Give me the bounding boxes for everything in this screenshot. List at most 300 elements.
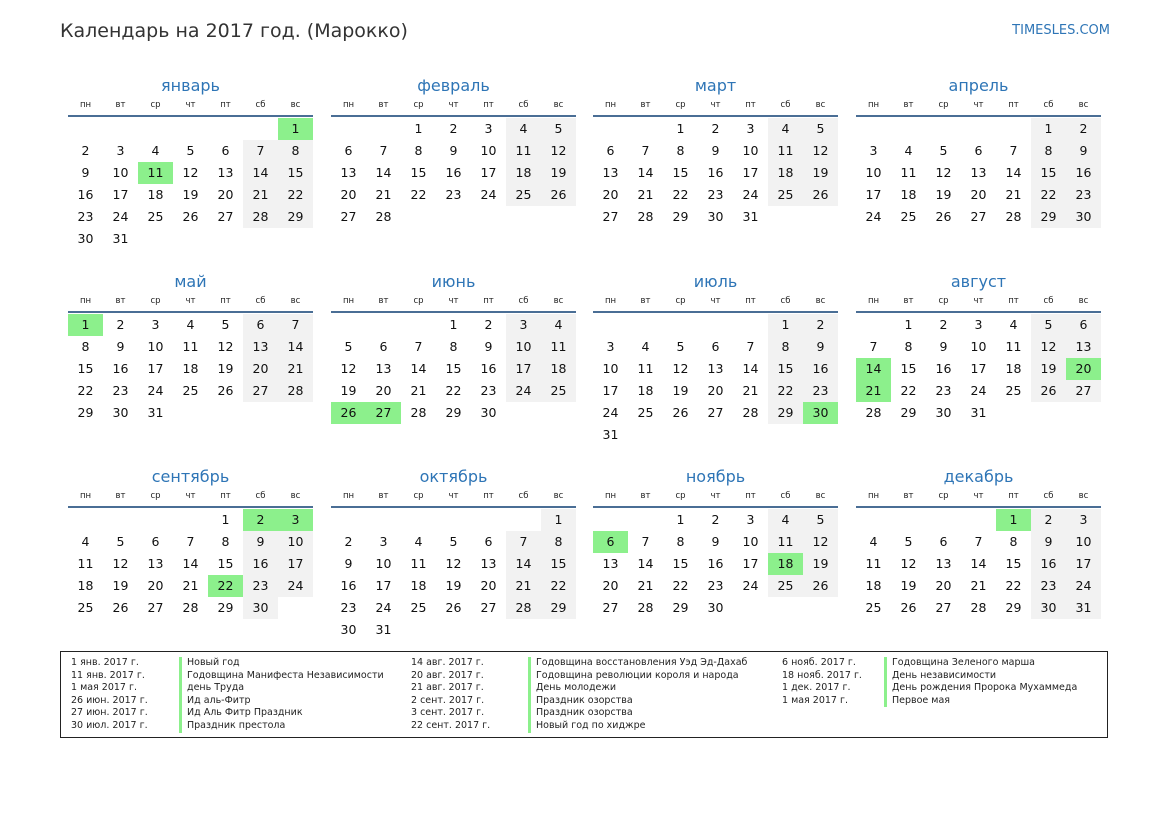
day-cell: 17: [278, 553, 313, 575]
day-grid: [68, 118, 313, 250]
empty-cell: [68, 509, 103, 531]
day-cell: 4: [414, 534, 423, 549]
empty-cell: [593, 118, 628, 140]
weekday-header: [68, 490, 313, 508]
empty-cell: [541, 206, 576, 228]
day-cell: 8: [221, 534, 230, 549]
holiday-name: Годовщина Зеленого марша: [884, 657, 1035, 670]
holiday-name: Праздник престола: [179, 720, 285, 733]
day-grid: [856, 509, 1101, 619]
weekday-label: вт: [115, 296, 126, 306]
empty-cell: [401, 206, 436, 228]
day-cell: 16: [1031, 553, 1066, 575]
day-cell: 30: [707, 209, 724, 224]
legend-row: [71, 670, 384, 683]
day-cell: 22: [77, 383, 94, 398]
day-cell: 27: [935, 600, 952, 615]
weekday-label: вт: [903, 491, 914, 501]
day-cell: 30: [340, 622, 357, 637]
day-cell: 17: [1066, 553, 1101, 575]
weekday-label: сб: [780, 100, 791, 110]
day-cell: 28: [410, 405, 427, 420]
holiday-name: Ид Аль Фитр Праздник: [179, 707, 303, 720]
day-cell: 8: [1031, 140, 1066, 162]
day-cell: 15: [541, 553, 576, 575]
day-cell: 31: [602, 427, 619, 442]
day-cell: 7: [641, 143, 650, 158]
day-cell: 5: [221, 317, 230, 332]
day-grid: [856, 314, 1101, 424]
day-grid: [68, 509, 313, 619]
day-cell: 23: [1031, 575, 1066, 597]
legend-row: [411, 720, 747, 733]
day-cell: 5: [904, 534, 913, 549]
day-cell: 26: [445, 600, 462, 615]
weekday-label: пт: [745, 491, 756, 501]
empty-cell: [733, 424, 768, 446]
weekday-label: вс: [815, 100, 826, 110]
day-cell: 14: [410, 361, 427, 376]
empty-cell: [698, 424, 733, 446]
day-cell: 23: [445, 187, 462, 202]
day-cell: 12: [445, 556, 462, 571]
day-cell: 7: [243, 140, 278, 162]
day-cell: 7: [278, 314, 313, 336]
day-cell: 21: [970, 578, 987, 593]
day-cell: 18: [900, 187, 917, 202]
day-cell: 14: [637, 556, 654, 571]
weekday-label: пт: [745, 100, 756, 110]
day-cell: 28: [182, 600, 199, 615]
day-cell: 22: [1005, 578, 1022, 593]
month-name: июнь: [431, 272, 476, 291]
day-cell: 2: [81, 143, 90, 158]
day-cell: 21: [182, 578, 199, 593]
day-cell: 13: [935, 556, 952, 571]
day-cell: 20: [1066, 358, 1101, 380]
day-cell: 16: [707, 165, 724, 180]
day-cell: 11: [768, 140, 803, 162]
day-cell: 4: [641, 339, 650, 354]
empty-cell: [173, 509, 208, 531]
day-cell: 1: [278, 118, 313, 140]
weekday-label: пт: [1008, 100, 1019, 110]
day-cell: 24: [865, 209, 882, 224]
empty-cell: [506, 619, 541, 641]
empty-cell: [366, 509, 401, 531]
legend-column: [782, 657, 1077, 707]
holiday-date: 3 сент. 2017 г.: [411, 707, 485, 719]
day-cell: 28: [278, 380, 313, 402]
day-cell: 5: [186, 143, 195, 158]
month-4: [856, 75, 1101, 228]
day-cell: 23: [707, 578, 724, 593]
weekday-label: пн: [604, 296, 617, 306]
day-cell: 8: [676, 143, 685, 158]
day-cell: 2: [449, 121, 458, 136]
weekday-label: пт: [220, 296, 231, 306]
legend-row: [411, 695, 747, 708]
day-cell: 31: [970, 405, 987, 420]
day-cell: 26: [331, 402, 366, 424]
day-cell: 20: [707, 383, 724, 398]
empty-cell: [891, 118, 926, 140]
day-cell: 13: [340, 165, 357, 180]
empty-cell: [856, 118, 891, 140]
day-cell: 13: [970, 165, 987, 180]
weekday-label: пт: [220, 491, 231, 501]
empty-cell: [138, 118, 173, 140]
day-cell: 25: [1005, 383, 1022, 398]
day-cell: 28: [375, 209, 392, 224]
month-name: декабрь: [943, 467, 1014, 486]
day-cell: 18: [147, 187, 164, 202]
empty-cell: [471, 619, 506, 641]
day-cell: 31: [1066, 597, 1101, 619]
day-cell: 19: [803, 162, 838, 184]
day-cell: 6: [243, 314, 278, 336]
holiday-name: день Труда: [179, 682, 244, 695]
weekday-label: пн: [604, 100, 617, 110]
day-cell: 19: [803, 553, 838, 575]
weekday-label: вс: [290, 100, 301, 110]
empty-cell: [768, 424, 803, 446]
day-cell: 24: [278, 575, 313, 597]
month-name: февраль: [417, 76, 490, 95]
day-cell: 15: [672, 556, 689, 571]
weekday-label: ср: [675, 296, 686, 306]
day-cell: 25: [768, 184, 803, 206]
empty-cell: [173, 118, 208, 140]
holiday-name: День рождения Пророка Мухаммеда: [884, 682, 1077, 695]
day-cell: 6: [606, 143, 615, 158]
weekday-header: [856, 99, 1101, 117]
weekday-label: вт: [378, 100, 389, 110]
day-cell: 12: [803, 140, 838, 162]
empty-cell: [401, 509, 436, 531]
day-cell: 4: [768, 509, 803, 531]
day-cell: 17: [602, 383, 619, 398]
empty-cell: [436, 206, 471, 228]
holiday-date: 2 сент. 2017 г.: [411, 694, 485, 706]
day-cell: 15: [278, 162, 313, 184]
day-cell: 25: [768, 575, 803, 597]
day-cell: 21: [1005, 187, 1022, 202]
day-cell: 3: [116, 143, 125, 158]
day-cell: 29: [1031, 206, 1066, 228]
empty-cell: [593, 314, 628, 336]
weekday-label: ср: [675, 491, 686, 501]
day-cell: 20: [375, 383, 392, 398]
holiday-name: Новый год по хиджре: [528, 720, 645, 733]
holiday-date: 20 авг. 2017 г.: [411, 669, 484, 681]
day-cell: 7: [1009, 143, 1018, 158]
legend-row: [71, 682, 384, 695]
weekday-label: сб: [255, 100, 266, 110]
day-cell: 30: [707, 600, 724, 615]
day-grid: [331, 118, 576, 228]
day-cell: 18: [865, 578, 882, 593]
day-cell: 21: [278, 358, 313, 380]
legend-row: [782, 682, 1077, 695]
empty-cell: [628, 118, 663, 140]
day-cell: 4: [81, 534, 90, 549]
day-cell: 25: [147, 209, 164, 224]
empty-cell: [926, 509, 961, 531]
day-cell: 12: [217, 339, 234, 354]
empty-cell: [891, 509, 926, 531]
day-cell: 4: [186, 317, 195, 332]
day-cell: 7: [974, 534, 983, 549]
weekday-label: сб: [1043, 100, 1054, 110]
day-cell: 29: [278, 206, 313, 228]
day-cell: 24: [480, 187, 497, 202]
day-cell: 29: [1005, 600, 1022, 615]
holiday-date: 14 авг. 2017 г.: [411, 657, 484, 668]
weekday-label: вс: [290, 491, 301, 501]
weekday-label: вс: [553, 491, 564, 501]
day-cell: 3: [506, 314, 541, 336]
day-cell: 18: [506, 162, 541, 184]
day-cell: 6: [484, 534, 493, 549]
day-cell: 22: [768, 380, 803, 402]
day-cell: 7: [506, 531, 541, 553]
day-cell: 18: [541, 358, 576, 380]
day-cell: 25: [506, 184, 541, 206]
day-cell: 19: [935, 187, 952, 202]
day-cell: 11: [77, 556, 94, 571]
day-cell: 27: [970, 209, 987, 224]
weekday-label: ср: [413, 100, 424, 110]
empty-cell: [856, 314, 891, 336]
weekday-label: сб: [518, 100, 529, 110]
day-cell: 9: [711, 143, 720, 158]
day-cell: 31: [147, 405, 164, 420]
day-cell: 13: [375, 361, 392, 376]
day-cell: 21: [506, 575, 541, 597]
day-cell: 27: [217, 209, 234, 224]
weekday-label: вт: [378, 491, 389, 501]
holiday-name: Праздник озорства: [528, 695, 633, 708]
legend-column: [411, 657, 747, 733]
site-link[interactable]: TIMESLES.COM: [1012, 23, 1110, 38]
weekday-label: вт: [903, 296, 914, 306]
empty-cell: [803, 206, 838, 228]
day-cell: 25: [865, 600, 882, 615]
holiday-date: 30 июл. 2017 г.: [71, 719, 148, 731]
day-cell: 10: [602, 361, 619, 376]
day-cell: 16: [243, 553, 278, 575]
day-cell: 3: [869, 143, 878, 158]
day-cell: 9: [243, 531, 278, 553]
day-cell: 13: [147, 556, 164, 571]
weekday-label: чт: [185, 296, 196, 306]
month-name: август: [950, 272, 1007, 291]
day-cell: 28: [506, 597, 541, 619]
weekday-label: пн: [342, 296, 355, 306]
day-cell: 9: [484, 339, 493, 354]
empty-cell: [506, 206, 541, 228]
day-cell: 21: [637, 187, 654, 202]
day-cell: 12: [1031, 336, 1066, 358]
day-cell: 24: [602, 405, 619, 420]
day-cell: 30: [480, 405, 497, 420]
day-cell: 21: [410, 383, 427, 398]
day-cell: 17: [112, 187, 129, 202]
holiday-date: 21 авг. 2017 г.: [411, 682, 484, 694]
day-cell: 14: [970, 556, 987, 571]
month-name: ноябрь: [685, 467, 746, 486]
day-cell: 15: [217, 556, 234, 571]
weekday-label: чт: [448, 296, 459, 306]
day-cell: 1: [676, 121, 685, 136]
weekday-label: пт: [745, 296, 756, 306]
day-cell: 2: [116, 317, 125, 332]
day-cell: 19: [217, 361, 234, 376]
month-7: [593, 271, 838, 446]
day-cell: 3: [379, 534, 388, 549]
empty-cell: [961, 509, 996, 531]
day-cell: 6: [151, 534, 160, 549]
day-cell: 15: [900, 361, 917, 376]
day-cell: 29: [672, 209, 689, 224]
weekday-header: [593, 99, 838, 117]
month-name: май: [174, 272, 207, 291]
day-cell: 3: [606, 339, 615, 354]
holiday-date: 22 сент. 2017 г.: [411, 719, 491, 731]
day-cell: 11: [637, 361, 654, 376]
day-cell: 1: [1031, 118, 1066, 140]
day-cell: 29: [77, 405, 94, 420]
empty-cell: [593, 509, 628, 531]
empty-cell: [471, 509, 506, 531]
weekday-label: вт: [640, 100, 651, 110]
day-cell: 25: [410, 600, 427, 615]
day-cell: 15: [445, 361, 462, 376]
day-cell: 29: [445, 405, 462, 420]
empty-cell: [733, 314, 768, 336]
weekday-label: чт: [710, 491, 721, 501]
holiday-date: 1 мая 2017 г.: [71, 682, 137, 694]
weekday-label: пн: [867, 296, 880, 306]
day-cell: 6: [974, 143, 983, 158]
day-cell: 27: [366, 402, 401, 424]
day-cell: 17: [970, 361, 987, 376]
empty-cell: [803, 597, 838, 619]
weekday-label: сб: [518, 296, 529, 306]
day-cell: 19: [672, 383, 689, 398]
weekday-label: сб: [780, 491, 791, 501]
day-cell: 10: [147, 339, 164, 354]
empty-cell: [208, 228, 243, 250]
day-cell: 26: [1031, 380, 1066, 402]
weekday-label: ср: [938, 100, 949, 110]
day-cell: 30: [243, 597, 278, 619]
weekday-label: ср: [150, 296, 161, 306]
day-cell: 15: [1031, 162, 1066, 184]
day-grid: [856, 118, 1101, 228]
day-cell: 20: [602, 578, 619, 593]
weekday-header: [331, 490, 576, 508]
day-cell: 27: [340, 209, 357, 224]
empty-cell: [208, 118, 243, 140]
weekday-label: чт: [448, 100, 459, 110]
weekday-label: чт: [185, 491, 196, 501]
legend-column: [71, 657, 384, 733]
day-cell: 3: [746, 512, 755, 527]
day-cell: 27: [147, 600, 164, 615]
empty-cell: [663, 424, 698, 446]
day-cell: 20: [602, 187, 619, 202]
empty-cell: [401, 314, 436, 336]
empty-cell: [628, 314, 663, 336]
empty-cell: [366, 314, 401, 336]
weekday-label: сб: [780, 296, 791, 306]
legend-row: [782, 695, 1077, 708]
day-cell: 24: [742, 187, 759, 202]
day-cell: 1: [414, 121, 423, 136]
day-cell: 7: [869, 339, 878, 354]
empty-cell: [173, 228, 208, 250]
holiday-name: Годовщина революции короля и народа: [528, 670, 739, 683]
day-cell: 17: [375, 578, 392, 593]
day-cell: 5: [803, 509, 838, 531]
month-1: [68, 75, 313, 250]
day-cell: 29: [217, 600, 234, 615]
day-cell: 5: [803, 118, 838, 140]
month-name: март: [694, 76, 737, 95]
day-cell: 20: [970, 187, 987, 202]
empty-cell: [278, 402, 313, 424]
day-cell: 28: [865, 405, 882, 420]
day-cell: 12: [935, 165, 952, 180]
day-cell: 30: [1066, 206, 1101, 228]
weekday-label: ср: [675, 100, 686, 110]
empty-cell: [103, 118, 138, 140]
day-cell: 29: [541, 597, 576, 619]
month-name: январь: [161, 76, 220, 95]
day-cell: 9: [344, 556, 353, 571]
weekday-label: пн: [604, 491, 617, 501]
empty-cell: [331, 118, 366, 140]
weekday-header: [856, 295, 1101, 313]
day-cell: 22: [541, 575, 576, 597]
weekday-label: пн: [79, 100, 92, 110]
day-cell: 23: [935, 383, 952, 398]
day-cell: 30: [1031, 597, 1066, 619]
legend-row: [71, 695, 384, 708]
day-cell: 4: [506, 118, 541, 140]
day-cell: 2: [344, 534, 353, 549]
day-grid: [68, 314, 313, 424]
day-cell: 25: [637, 405, 654, 420]
day-cell: 18: [768, 162, 803, 184]
day-cell: 19: [1031, 358, 1066, 380]
weekday-label: пн: [79, 491, 92, 501]
day-cell: 2: [484, 317, 493, 332]
day-cell: 22: [672, 187, 689, 202]
day-cell: 1: [68, 314, 103, 336]
day-cell: 2: [939, 317, 948, 332]
day-cell: 21: [856, 380, 891, 402]
day-cell: 1: [541, 509, 576, 531]
day-cell: 7: [746, 339, 755, 354]
day-cell: 8: [904, 339, 913, 354]
day-cell: 27: [243, 380, 278, 402]
holiday-date: 6 нояб. 2017 г.: [782, 657, 856, 668]
day-cell: 13: [243, 336, 278, 358]
day-grid: [593, 118, 838, 228]
